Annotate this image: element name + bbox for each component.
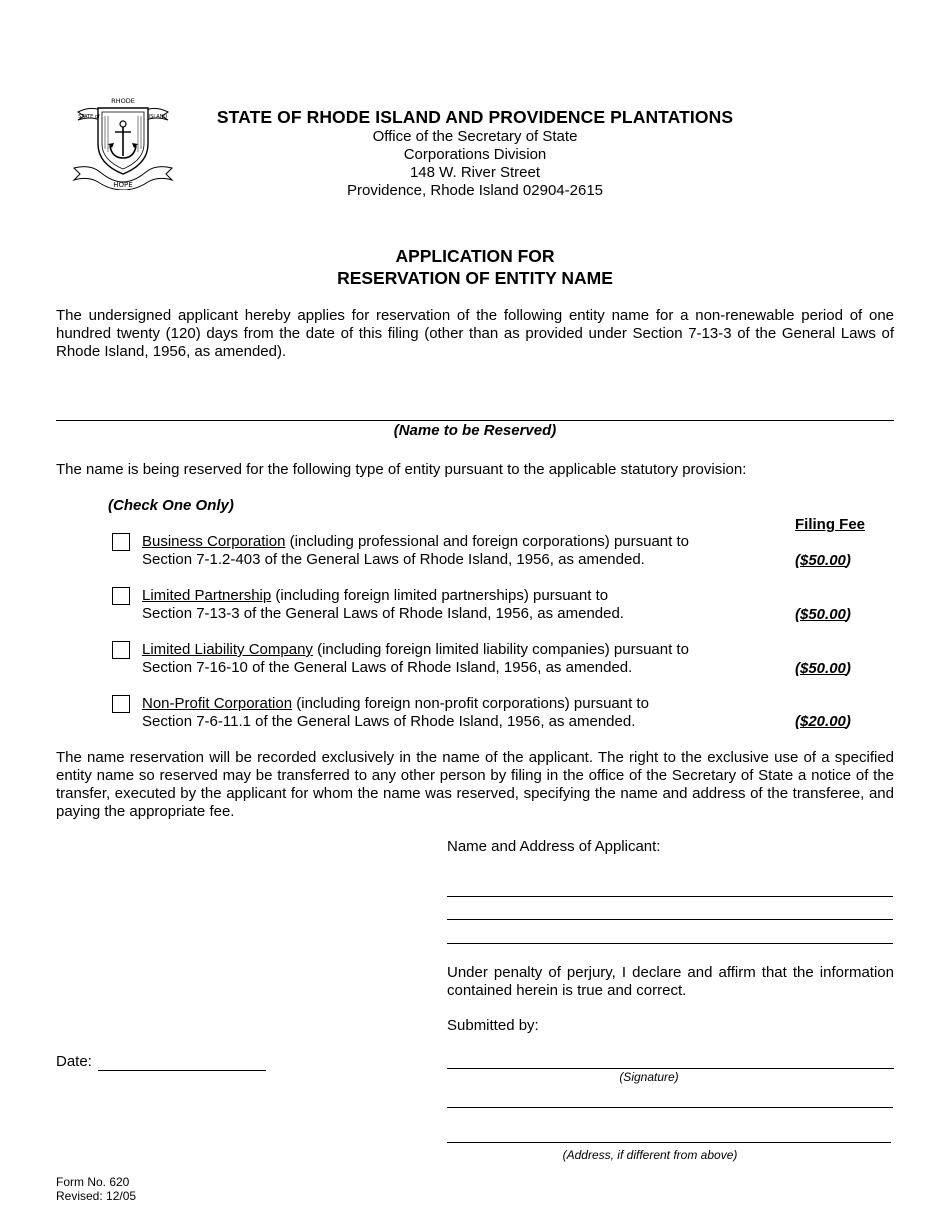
name-field-line [56,420,894,421]
date-label: Date: [56,1053,92,1070]
applicant-address-line1-input[interactable] [447,901,893,920]
address-caption: (Address, if different from above) [562,1148,738,1162]
check-one-instruction: (Check One Only) [108,497,234,514]
fee-amount: $50.00 [800,660,846,677]
entity-type-name: Limited Liability Company [142,641,313,658]
signature-input[interactable] [447,1050,894,1069]
entity-type-desc: (including foreign non-profit corporations) pursuant to [292,695,649,712]
fee-amount: $50.00 [800,552,846,569]
form-title-line2: RESERVATION OF ENTITY NAME [337,268,613,288]
intro-paragraph: The undersigned applicant hereby applies for reservation of the following entity name for a non-renewable period of one hundred twenty (120) days from the date of this filing (other than as provided under Section 7-13-3 of the General Laws of Rhode Island, 1956, as amended). [56,307,894,360]
non-profit-option [142,695,782,731]
entity-type-desc: (including foreign limited partnerships) pursuant to [271,587,609,604]
entity-statute: Section 7-6-11.1 of the General Laws of Rhode Island, 1956, as amended. [142,713,636,730]
city-address: Providence, Rhode Island 02904-2615 [346,182,604,199]
perjury-statement: Under penalty of perjury, I declare and affirm that the information contained herein is true and correct. [447,964,894,999]
entity-statute: Section 7-1.2-403 of the General Laws of Rhode Island, 1956, as amended. [142,551,645,568]
svg-text:STATE of: STATE of [78,114,100,120]
form-footer [56,1175,136,1203]
llc-fee: ($50.00) [795,660,851,677]
name-field-caption: (Name to be Reserved) [393,422,557,439]
applicant-address-line2-input[interactable] [447,925,893,944]
entity-type-name: Non-Profit Corporation [142,695,293,712]
reserved-name-input[interactable] [56,398,894,418]
svg-text:ISLAND: ISLAND [148,114,168,120]
entity-type-desc: (including foreign limited liability companies) pursuant to [312,641,689,658]
entity-type-desc: (including professional and foreign corporations) pursuant to [285,533,689,550]
llc-option [142,641,782,677]
entity-statute: Section 7-16-10 of the General Laws of Rhode Island, 1956, as amended. [142,659,633,676]
non-profit-checkbox[interactable] [112,695,130,713]
applicant-label: Name and Address of Applicant: [447,838,661,855]
limited-partnership-fee: ($50.00) [795,606,851,623]
submitter-address-line1-input[interactable] [447,1089,893,1108]
entity-type-name: Limited Partnership [142,587,272,604]
submitted-by-label: Submitted by: [447,1017,539,1034]
form-title [0,245,950,289]
entity-type-name: Business Corporation [142,533,286,550]
svg-text:HOPE: HOPE [113,181,133,189]
transfer-paragraph: The name reservation will be recorded exclusively in the name of the applicant. The right to the exclusive use of a specified entity name so reserved may be transferred to any other person by filing in the office of the Secretary of State a notice of the transfer, executed by the applicant for whom the name was reserved, specifying the name and address of the transferee, and paying the appropriate fee. [56,749,894,820]
date-input[interactable] [98,1053,266,1071]
svg-text:RHODE: RHODE [111,97,135,105]
form-number: Form No. 620 [56,1175,130,1189]
signature-caption: (Signature) [619,1070,679,1084]
limited-partnership-option [142,587,782,623]
fee-amount: $50.00 [800,606,846,623]
fee-amount: $20.00 [800,713,846,730]
applicant-name-input[interactable] [447,878,893,897]
llc-checkbox[interactable] [112,641,130,659]
office-name: Office of the Secretary of State [372,128,578,145]
street-address: 148 W. River Street [409,164,541,181]
submitter-address-line2-input[interactable] [447,1124,891,1143]
business-corporation-checkbox[interactable] [112,533,130,551]
filing-fee-header: Filing Fee [795,516,866,533]
limited-partnership-checkbox[interactable] [112,587,130,605]
business-corporation-option [142,533,782,569]
non-profit-fee: ($20.00) [795,713,851,730]
state-seal-logo [70,94,176,190]
business-corporation-fee: ($50.00) [795,552,851,569]
entity-type-prompt: The name is being reserved for the following type of entity pursuant to the applicable statutory provision: [56,461,747,478]
form-title-line1: APPLICATION FOR [395,246,555,266]
revision-date: Revised: 12/05 [56,1189,137,1203]
division-name: Corporations Division [403,146,547,163]
state-title: STATE OF RHODE ISLAND AND PROVIDENCE PLANTATIONS [216,107,734,127]
entity-statute: Section 7-13-3 of the General Laws of Rhode Island, 1956, as amended. [142,605,624,622]
